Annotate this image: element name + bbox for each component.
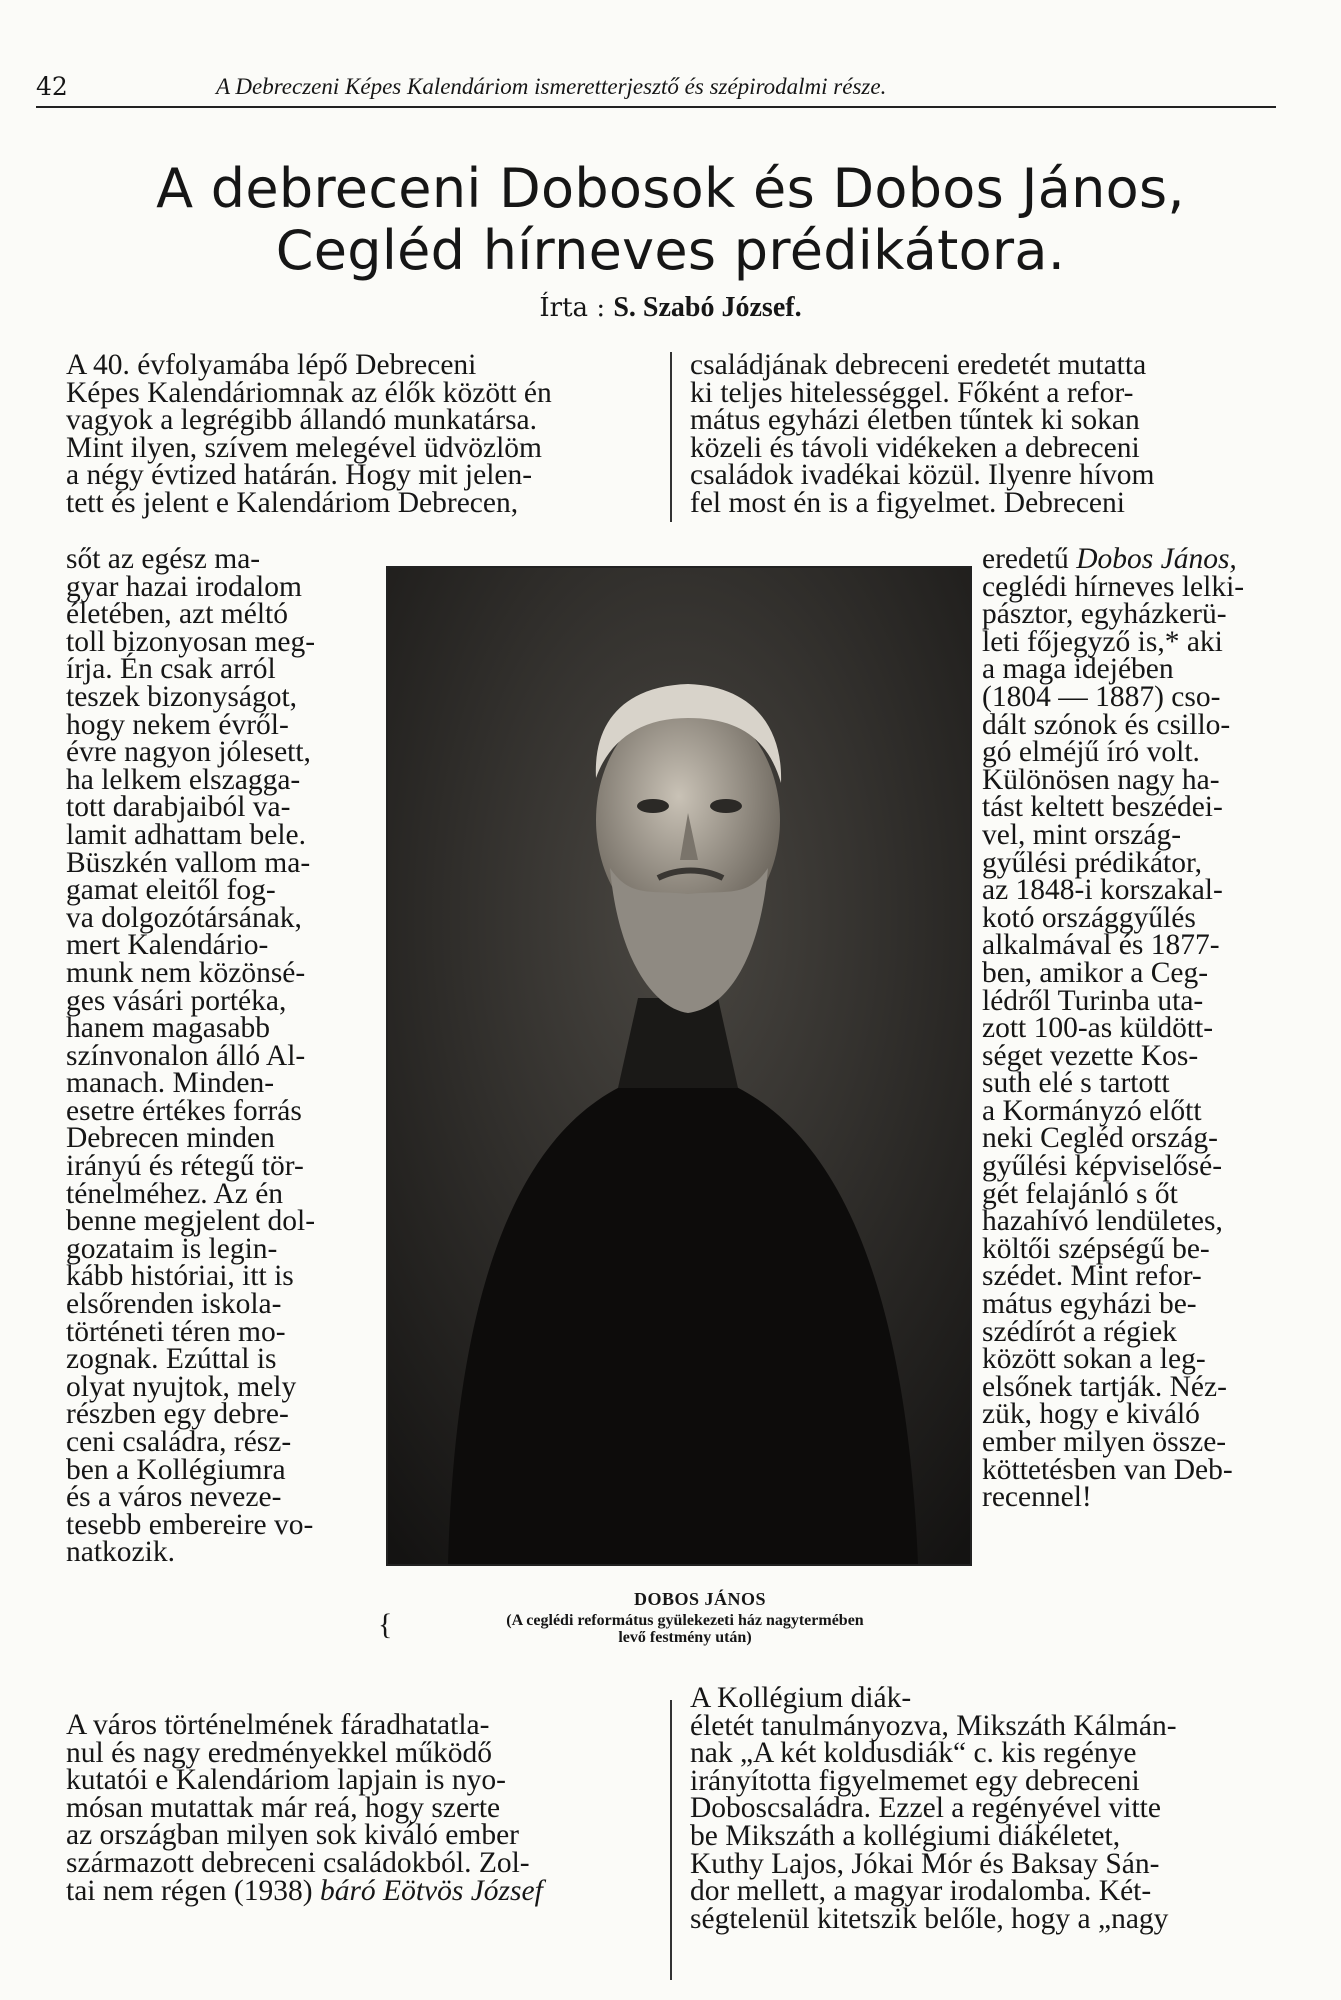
portrait-right-eye — [710, 799, 742, 813]
right-narrow-text: ceglédi hírneves lelki- pásztor, egyházkerü- leti főjegyző is,* aki a maga idejében (1804 — 1887) cso- dált szónok és csillo- gó elméjű író volt. Különösen nagy ha- tást keltett beszédei- vel, mint ország- gyűlési prédikátor, az 1848-i korszakal- kotó országgyűlés alkalmával és 1877- ben, amikor a Ceg- lédről Turinba uta- zott 100-as küldött- séget vezette Kos- suth elé s tartott a Kormányzó előtt neki Cegléd ország- gyűlési képviselősé- gét felajánló s őt hazahívó lendületes, költői szépségű be- szédet. Mint refor- mátus egyházi be- szédírót a régiek között sokan a leg- elsőnek tartják. Néz- zük, hogy e kiváló ember milyen össze- köttetésben van Deb- recennel! — [982, 570, 1245, 1514]
byline-author: S. Szabó József. — [613, 292, 802, 323]
byline — [0, 292, 1341, 324]
left-bottom-text: A város történelmének fáradhatatla- nul és nagy eredményekkel működő kutatói e Kalendáriom lapjain is nyo- mósan mutattak már reá, hogy szerte az országban milyen sok kiváló ember származott debreceni családokból. Zol- tai nem régen (1938) — [66, 1709, 530, 1907]
portrait-collar — [618, 998, 738, 1088]
right-column-wrap-text — [982, 543, 1294, 1514]
byline-prefix: Írta : — [539, 293, 606, 323]
right-column-bottom: A Kollégium diák- életét tanulmányozva, Mikszáth Kálmán- nak „A két koldusdiák“ c. kis regénye irányította figyelmemet egy debreceni Doboscsaládra. Ezzel a regényével vitte be Mikszáth a kollégiumi diákéletet, Kuthy Lajos, Jókai Mór és Baksay Sán- dor mellett, a magyar irodalomba. Két- ségtelenül kitetszik belőle, hogy a „nagy — [690, 1682, 1177, 1935]
article-title-line-2: Cegléd hírneves prédikátora. — [275, 219, 1066, 282]
right-column-intro: családjának debreceni eredetét mutatta ki teljes hitelességgel. Főként a refor- mátus egyházi életben tűntek ki sokan közeli és távoli vidékeken a debreceni családok ivadékai közül. Ilyenre hívom fel most én is a figyelmet. Debreceni — [690, 349, 1155, 519]
left-column-intro: A 40. évfolyamába lépő Debreceni Képes Kalendáriomnak az élők között én vagyok a legrégibb állandó munkatársa. Mint ilyen, szívem melegével üdvözlöm a négy évtized határán. Hogy mit jelen- tett és jelent e Kalendáriom Debrecen, — [66, 349, 552, 519]
portrait-painting — [386, 566, 972, 1566]
portrait-left-eye — [637, 799, 669, 813]
left-bottom-italic-name: báró Eötvös József — [319, 1874, 543, 1907]
portrait-illustration — [388, 568, 970, 1564]
article-title-line-1: A debreceni Dobosok és Dobos János, — [156, 157, 1185, 220]
left-column-bottom — [66, 1709, 656, 1907]
caption-brace: { — [378, 1608, 393, 1641]
column-divider-bottom — [670, 1700, 672, 1980]
right-narrow-prefix: eredetű — [982, 543, 1069, 575]
figure-caption-name: DOBOS JÁNOS — [633, 1589, 767, 1609]
figure-caption-note: (A ceglédi református gyülekezeti ház nagytermében levő festmény után) — [506, 1612, 864, 1646]
page-number: 42 — [36, 72, 68, 101]
column-divider-top — [670, 352, 672, 522]
left-column-wrap-text: sőt az egész ma- gyar hazai irodalom életében, azt méltó toll bizonyosan meg- írja. Én csak arról teszek bizonyságot, hogy nekem évről- évre nagyon jólesett, ha lelkem elszagga- tott darabjaiból va- lamit adhattam bele. Büszkén vallom ma- gamat eleitől fog- va dolgozótársának, mert Kalendário- munk nem közönsé- ges vásári portéka, hanem magasabb színvonalon álló Al- manach. Minden- esetre értékes forrás Debrecen minden irányú és rétegű tör- ténelméhez. Az én benne megjelent dol- gozataim is legin- kább históriai, itt is elsőrenden iskola- történeti téren mo- zognak. Ezúttal is olyat nyujtok, mely részben egy debre- ceni családra, rész- ben a Kollégiumra és a város neveze- tesebb embereire vo- natkozik. — [66, 543, 316, 1569]
page-header — [36, 72, 1276, 108]
running-title: A Debreczeni Képes Kalendáriom ismeretterjesztő és szépirodalmi része. — [216, 74, 887, 99]
right-narrow-italic-name: Dobos János, — [1076, 543, 1237, 575]
